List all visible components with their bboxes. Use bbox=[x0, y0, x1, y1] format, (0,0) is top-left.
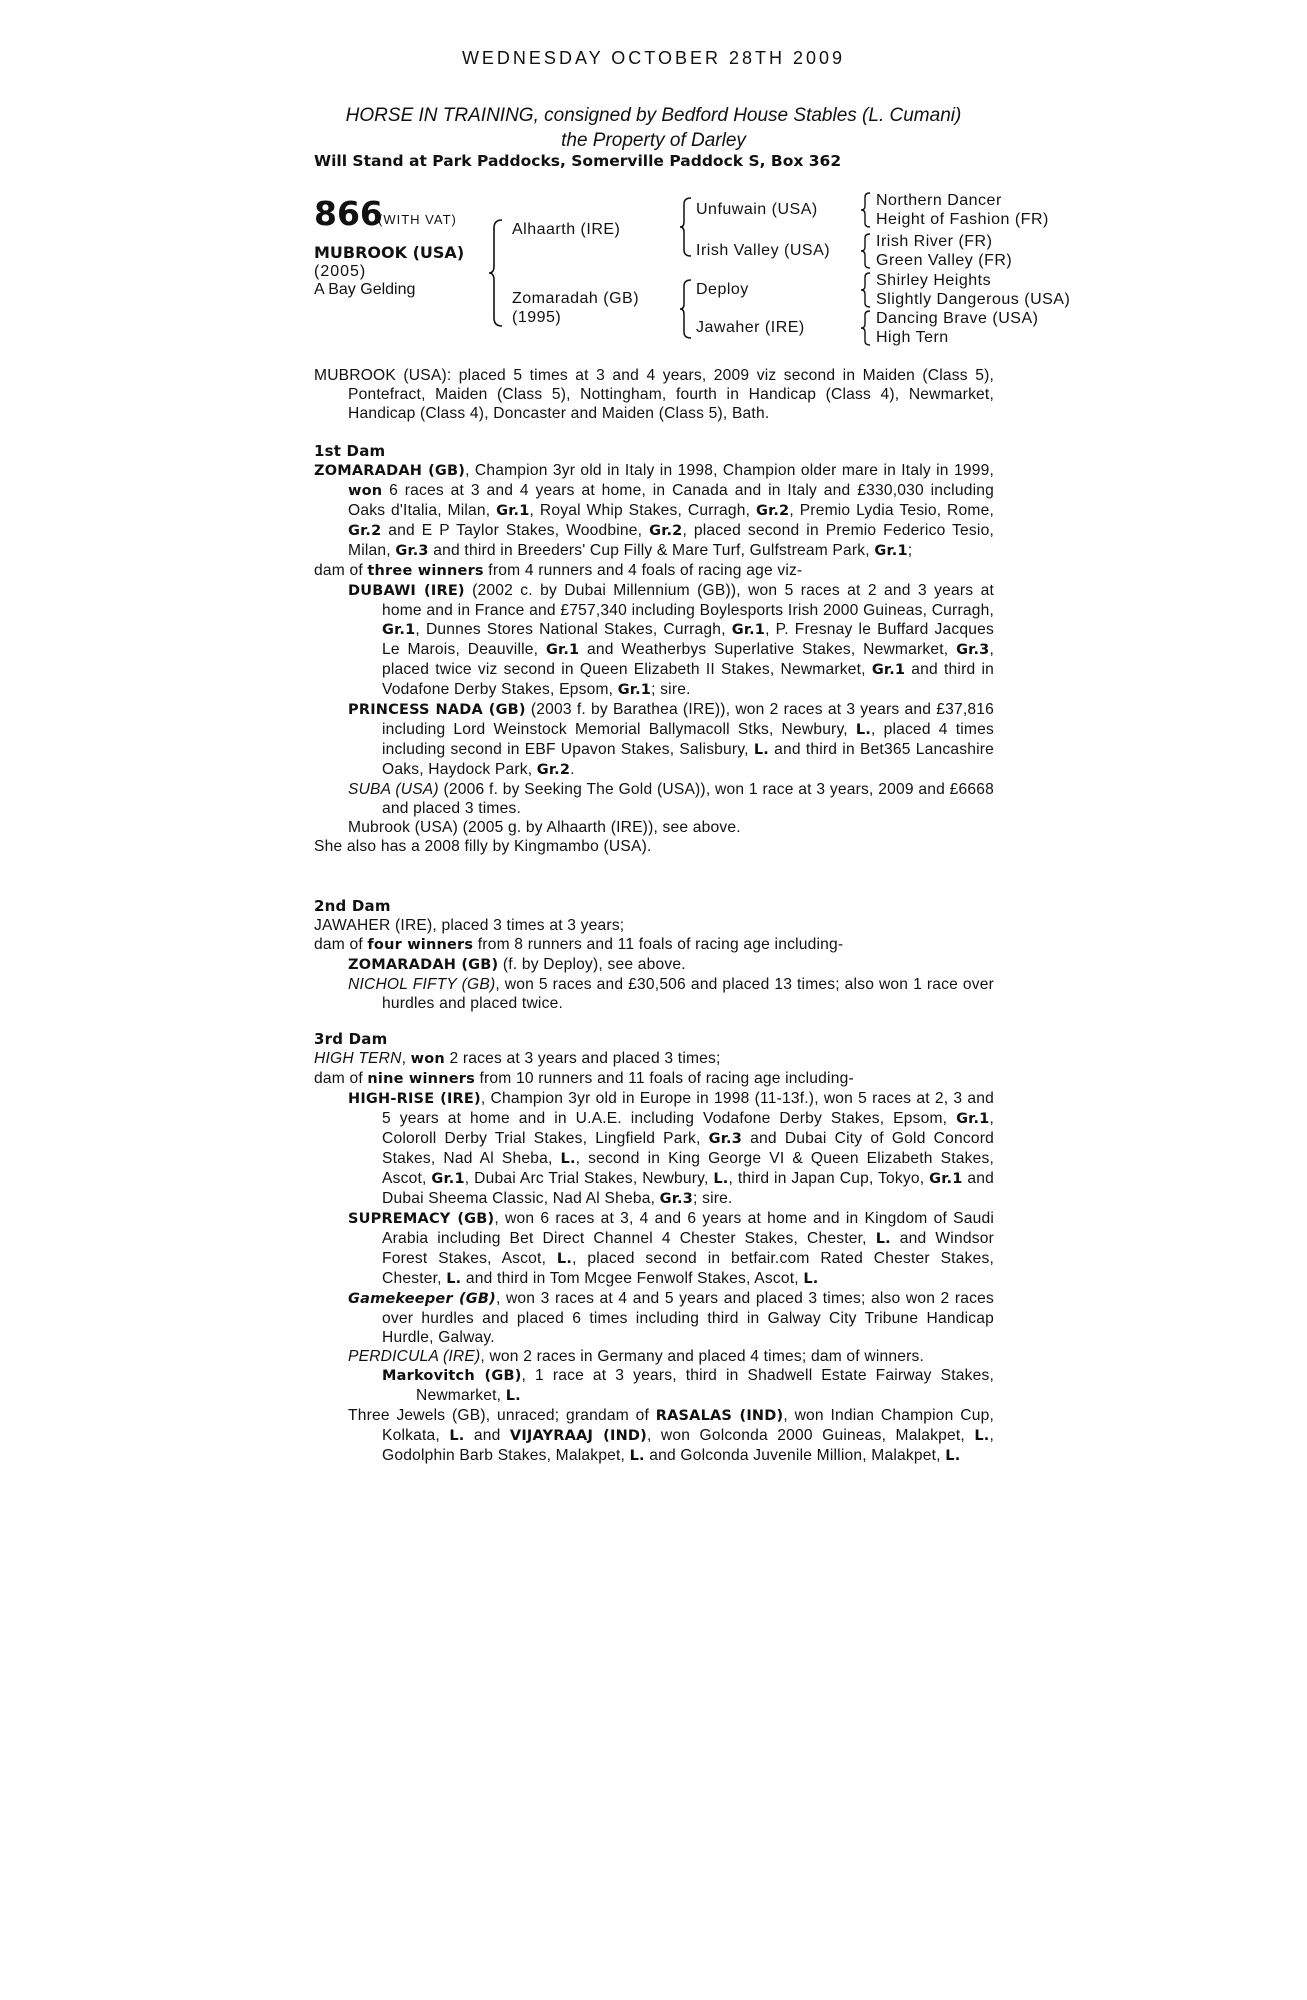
lot-number: 866 bbox=[314, 194, 383, 233]
first-dam-also: She also has a 2008 filly by Kingmambo (USA). bbox=[314, 838, 652, 855]
horse-description: A Bay Gelding bbox=[314, 281, 416, 298]
first-dam-name: ZOMARADAH (GB) bbox=[314, 463, 466, 479]
race-record: MUBROOK (USA): placed 5 times at 3 and 4 years, 2009 viz second in Maiden (Class 5), Pontefract, Maiden (Class 5), Nottingham, fourth in Handicap (Class 4), Newmarket, Handicap (Class 4), Doncaster and Maiden (Class 5), Bath. bbox=[314, 367, 994, 422]
produce-dubawi: DUBAWI (IRE) (2002 c. by Dubai Millennium (GB)), won 5 races at 2 and 3 years at home and in France and £757,340 including Boylesports Irish 2000 Guineas, Curragh, Gr.1, Dunnes Stores National Stakes, Curragh, Gr.1, P. Fresnay le Buffard Jacques Le Marois, Deauville, Gr.1 and Weatherbys Superlative Stakes, Newmarket, Gr.3, placed twice viz second in Queen Elizabeth II Stakes, Newmarket, Gr.1 and third in Vodafone Derby Stakes, Epsom, Gr.1; sire. bbox=[348, 582, 994, 698]
consignment-line: HORSE IN TRAINING, consigned by Bedford House Stables (L. Cumani) bbox=[345, 105, 962, 126]
produce-markovitch: Markovitch (GB), 1 race at 3 years, third in Shadwell Estate Fairway Stakes, Newmarket, L. bbox=[382, 1367, 995, 1404]
first-dam-section bbox=[314, 442, 994, 856]
pedigree-g7: Dancing Brave (USA) bbox=[876, 310, 1039, 327]
pedigree-g6: Slightly Dangerous (USA) bbox=[876, 291, 1071, 308]
third-dam-heading: 3rd Dam bbox=[314, 1030, 388, 1048]
property-line: the Property of Darley bbox=[561, 130, 746, 151]
second-dam-record: JAWAHER (IRE), placed 3 times at 3 years; bbox=[314, 917, 625, 934]
pedigree-g3: Irish River (FR) bbox=[876, 233, 993, 250]
foaling-year: (2005) bbox=[314, 263, 367, 280]
produce-high-rise: HIGH-RISE (IRE), Champion 3yr old in Europe in 1998 (11-13f.), won 5 races at 2, 3 and 5 years at home and in U.A.E. including Vodafone Derby Stakes, Epsom, Gr.1, Coloroll Derby Trial Stakes, Lingfield Park, Gr.3 and Dubai City of Gold Concord Stakes, Nad Al Sheba, L., second in King George VI & Queen Elizabeth Stakes, Ascot, Gr.1, Dubai Arc Trial Stakes, Newbury, L., third in Japan Cup, Tokyo, Gr.1 and Dubai Sheema Classic, Nad Al Sheba, Gr.3; sire. bbox=[348, 1090, 994, 1207]
first-dam-record: ZOMARADAH (GB), Champion 3yr old in Italy in 1998, Champion older mare in Italy in 1999, won 6 races at 3 and 4 years at home, in Canada and in Italy and £330,030 including Oaks d'Italia, Milan, Gr.1, Royal Whip Stakes, Curragh, Gr.2, Premio Lydia Tesio, Rome, Gr.2 and E P Taylor Stakes, Woodbine, Gr.2, placed second in Premio Federico Tesio, Milan, Gr.3 and third in Breeders' Cup Filly & Mare Turf, Gulfstream Park, Gr.1; bbox=[314, 462, 994, 559]
produce-gamekeeper: Gamekeeper (GB), won 3 races at 4 and 5 years and placed 3 times; also won 2 races over hurdles and placed 6 times including third in Galway City Tribune Handicap Hurdle, Galway. bbox=[348, 1290, 995, 1346]
produce-supremacy: SUPREMACY (GB), won 6 races at 3, 4 and 6 years at home and in Kingdom of Saudi Arabia including Bet Direct Channel 4 Chester Stakes, Chester, L. and Windsor Forest Stakes, Ascot, L., placed second in betfair.com Rated Chester Stakes, Chester, L. and third in Tom Mcgee Fenwolf Stakes, Ascot, L. bbox=[348, 1210, 994, 1287]
race-record-section bbox=[314, 366, 994, 423]
pedigree-sire: Alhaarth (IRE) bbox=[512, 221, 621, 238]
sale-date: WEDNESDAY OCTOBER 28TH 2009 bbox=[461, 48, 846, 68]
pedigree-brace-sire bbox=[679, 196, 693, 258]
second-dam-section bbox=[314, 897, 994, 1013]
vat-note: (WITH VAT) bbox=[378, 212, 457, 227]
second-dam-produce-summary: dam of four winners from 8 runners and 11 foals of racing age including- bbox=[314, 936, 844, 953]
pedigree-g8: High Tern bbox=[876, 329, 949, 346]
produce-mubrook: Mubrook (USA) (2005 g. by Alhaarth (IRE)), see above. bbox=[348, 819, 741, 836]
third-dam-record: HIGH TERN, won 2 races at 3 years and placed 3 times; bbox=[314, 1050, 721, 1067]
pedigree-g2: Height of Fashion (FR) bbox=[876, 211, 1049, 228]
produce-suba: SUBA (USA) (2006 f. by Seeking The Gold (USA)), won 1 race at 3 years, 2009 and £6668 and placed 3 times. bbox=[348, 781, 995, 817]
pedigree-g1: Northern Dancer bbox=[876, 192, 1002, 209]
produce-nichol-fifty: NICHOL FIFTY (GB), won 5 races and £30,506 and placed 13 times; also won 1 race over hurdles and placed twice. bbox=[348, 976, 994, 1012]
horse-name: MUBROOK (USA) bbox=[314, 243, 465, 262]
produce-princess-nada: PRINCESS NADA (GB) (2003 f. by Barathea (IRE)), won 2 races at 3 years and £37,816 including Lord Weinstock Memorial Ballymacoll Stks, Newbury, L., placed 4 times including second in EBF Upavon Stakes, Salisbury, L. and third in Bet365 Lancashire Oaks, Haydock Park, Gr.2. bbox=[348, 701, 994, 778]
pedigree-brace-g3 bbox=[860, 272, 872, 308]
pedigree-brace-g1 bbox=[860, 192, 872, 228]
pedigree-brace-dam bbox=[679, 278, 693, 340]
pedigree-brace-g4 bbox=[860, 310, 872, 346]
pedigree-dam: Zomaradah (GB) bbox=[512, 290, 640, 307]
pedigree-g4: Green Valley (FR) bbox=[876, 252, 1013, 269]
produce-three-jewels: Three Jewels (GB), unraced; grandam of RASALAS (IND), won Indian Champion Cup, Kolkata, L. and VIJAYRAAJ (IND), won Golconda 2000 Guineas, Malakpet, L., Godolphin Barb Stakes, Malakpet, L. and Golconda Juvenile Million, Malakpet, L. bbox=[348, 1407, 995, 1464]
pedigree-dam-dam: Jawaher (IRE) bbox=[696, 319, 805, 336]
pedigree-brace-main bbox=[488, 218, 504, 328]
pedigree-dam-sire: Deploy bbox=[696, 281, 749, 298]
third-dam-section bbox=[314, 1030, 994, 1466]
pedigree-sire-sire: Unfuwain (USA) bbox=[696, 201, 818, 218]
pedigree-g5: Shirley Heights bbox=[876, 272, 992, 289]
produce-zomaradah: ZOMARADAH (GB) (f. by Deploy), see above. bbox=[348, 956, 686, 973]
produce-perdicula: PERDICULA (IRE), won 2 races in Germany and placed 4 times; dam of winners. bbox=[348, 1348, 925, 1365]
stand-location: Will Stand at Park Paddocks, Somerville Paddock S, Box 362 bbox=[314, 152, 842, 170]
pedigree-sire-dam: Irish Valley (USA) bbox=[696, 242, 831, 259]
pedigree-brace-g2 bbox=[860, 233, 872, 269]
pedigree-dam-year: (1995) bbox=[512, 309, 562, 326]
first-dam-produce-summary: dam of three winners from 4 runners and 4 foals of racing age viz- bbox=[314, 562, 803, 579]
second-dam-heading: 2nd Dam bbox=[314, 897, 391, 915]
first-dam-heading: 1st Dam bbox=[314, 442, 386, 460]
third-dam-produce-summary: dam of nine winners from 10 runners and 11 foals of racing age including- bbox=[314, 1070, 854, 1087]
